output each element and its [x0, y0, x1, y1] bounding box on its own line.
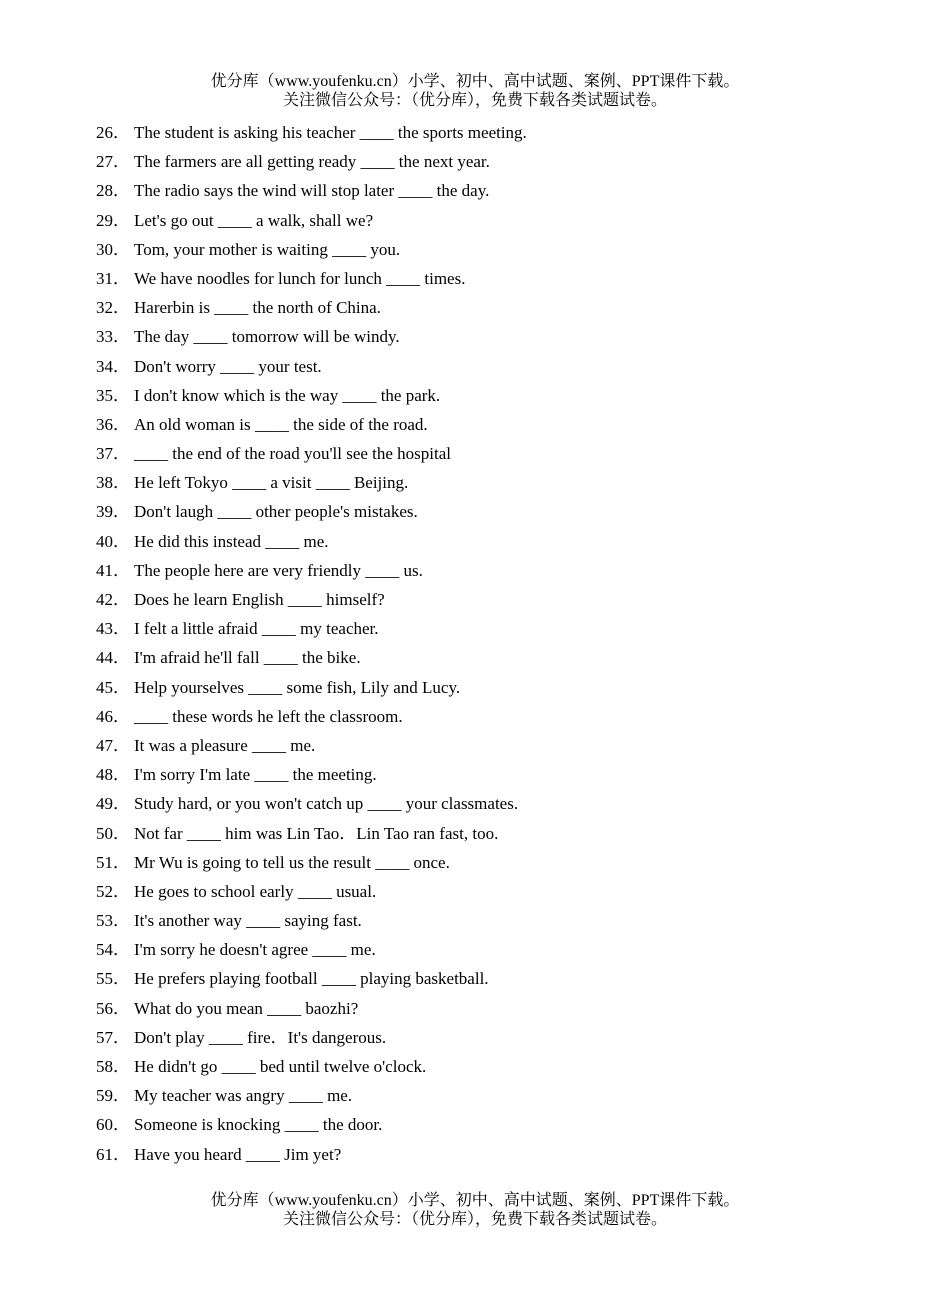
question-number: 32． — [96, 298, 130, 318]
question-text: An old woman is ____ the side of the road. — [134, 414, 428, 434]
question-item — [96, 118, 896, 147]
question-number: 61． — [96, 1144, 130, 1164]
question-number: 37． — [96, 444, 130, 464]
question-number: 35． — [96, 385, 130, 405]
question-text: I felt a little afraid ____ my teacher. — [134, 619, 379, 639]
question-text: The farmers are all getting ready ____ the next year. — [134, 152, 490, 172]
question-text: Mr Wu is going to tell us the result ____ once. — [134, 852, 450, 872]
question-item — [96, 731, 896, 760]
question-text: Study hard, or you won't catch up ____ your classmates. — [134, 794, 519, 814]
question-text: Does he learn English ____ himself? — [134, 590, 385, 609]
question-item — [96, 906, 896, 935]
question-item — [96, 994, 896, 1023]
question-item — [96, 176, 896, 205]
question-text: It was a pleasure ____ me. — [134, 735, 316, 755]
question-text: Let's go out ____ a walk, shall we? — [134, 210, 374, 230]
question-number: 58． — [96, 1057, 130, 1076]
question-number: 44． — [96, 648, 130, 668]
question-text: The people here are very friendly ____ us. — [134, 560, 423, 580]
question-number: 59． — [96, 1086, 130, 1106]
question-item — [96, 673, 896, 702]
question-item — [96, 497, 896, 526]
question-item — [96, 614, 896, 643]
question-text: The radio says the wind will stop later ____ the day. — [134, 181, 490, 201]
question-number: 27． — [96, 152, 130, 172]
question-number: 28． — [96, 181, 130, 201]
header-line-1: 优分库（www.youfenku.cn）小学、初中、高中试题、案例、PPT课件下载。 — [210, 73, 740, 90]
question-text: What do you mean ____ baozhi? — [134, 998, 359, 1018]
question-text: Don't laugh ____ other people's mistakes. — [134, 502, 418, 522]
question-item — [96, 556, 896, 585]
question-number: 46． — [96, 706, 130, 726]
question-item — [96, 1140, 896, 1169]
question-number: 26． — [96, 123, 130, 142]
question-number: 56． — [96, 998, 130, 1018]
footer-line-1: 优分库（www.youfenku.cn）小学、初中、高中试题、案例、PPT课件下载。 — [210, 1192, 740, 1209]
question-item — [96, 848, 896, 877]
question-item — [96, 352, 896, 381]
question-number: 30． — [96, 239, 130, 259]
question-text: ____ these words he left the classroom. — [134, 706, 403, 726]
question-number: 52． — [96, 881, 130, 901]
question-text: He did this instead ____ me. — [134, 531, 329, 551]
question-item — [96, 1052, 896, 1081]
question-number: 60． — [96, 1115, 130, 1135]
question-item — [96, 468, 896, 497]
question-number: 41． — [96, 560, 130, 580]
question-item — [96, 643, 896, 672]
question-text: I'm afraid he'll fall ____ the bike. — [134, 648, 361, 668]
question-number: 53． — [96, 911, 130, 931]
question-number: 47． — [96, 735, 130, 755]
question-number: 51． — [96, 852, 130, 872]
question-text: It's another way ____ saying fast. — [134, 911, 362, 931]
question-text: He prefers playing football ____ playing basketball. — [134, 969, 489, 989]
question-text: Have you heard ____ Jim yet? — [134, 1144, 342, 1164]
question-item — [96, 1023, 896, 1052]
question-number: 43． — [96, 619, 130, 639]
question-text: Help yourselves ____ some fish, Lily and Lucy. — [134, 677, 461, 697]
question-text: Harerbin is ____ the north of China. — [134, 298, 381, 318]
question-item — [96, 935, 896, 964]
question-item — [96, 410, 896, 439]
question-number: 36． — [96, 414, 130, 434]
question-text: Don't play ____ fire．It's dangerous. — [134, 1027, 387, 1047]
page-footer — [0, 1191, 950, 1229]
question-number: 55． — [96, 969, 130, 989]
question-text: The day ____ tomorrow will be windy. — [134, 327, 400, 347]
question-number: 57． — [96, 1027, 130, 1047]
question-item — [96, 439, 896, 468]
question-number: 45． — [96, 677, 130, 697]
question-number: 31． — [96, 268, 130, 288]
question-number: 54． — [96, 940, 130, 960]
question-number: 29． — [96, 210, 130, 230]
question-text: Don't worry ____ your test. — [134, 356, 322, 376]
question-item — [96, 877, 896, 906]
question-text: My teacher was angry ____ me. — [134, 1086, 353, 1106]
header-line-2: 关注微信公众号：（优分库），免费下载各类试题试卷。 — [282, 92, 667, 109]
question-item — [96, 527, 896, 556]
question-text: I'm sorry I'm late ____ the meeting. — [134, 765, 377, 785]
question-text: He left Tokyo ____ a visit ____ Beijing. — [134, 473, 409, 493]
question-number: 33． — [96, 327, 130, 347]
question-number: 38． — [96, 473, 130, 493]
question-item — [96, 789, 896, 818]
question-text: Not far ____ him was Lin Tao．Lin Tao ran fast, too. — [134, 823, 499, 843]
question-number: 49． — [96, 794, 130, 814]
question-text: Someone is knocking ____ the door. — [134, 1115, 383, 1135]
question-text: I don't know which is the way ____ the park. — [134, 385, 441, 405]
question-text: He didn't go ____ bed until twelve o'clock. — [134, 1057, 427, 1076]
question-number: 48． — [96, 765, 130, 785]
question-item — [96, 1110, 896, 1139]
question-number: 34． — [96, 356, 130, 376]
question-item — [96, 293, 896, 322]
question-text: The student is asking his teacher ____ the sports meeting. — [134, 123, 527, 142]
question-text: Tom, your mother is waiting ____ you. — [134, 239, 401, 259]
question-text: We have noodles for lunch for lunch ____ times. — [134, 268, 466, 288]
question-number: 40． — [96, 531, 130, 551]
question-item — [96, 585, 896, 614]
question-number: 50． — [96, 823, 130, 843]
question-item — [96, 381, 896, 410]
question-number: 39． — [96, 502, 130, 522]
question-item — [96, 322, 896, 351]
question-item — [96, 147, 896, 176]
question-text: I'm sorry he doesn't agree ____ me. — [134, 940, 376, 960]
question-item — [96, 760, 896, 789]
page-header — [0, 72, 950, 110]
question-text: He goes to school early ____ usual. — [134, 881, 377, 901]
question-list — [96, 118, 896, 1169]
footer-line-2: 关注微信公众号：（优分库），免费下载各类试题试卷。 — [282, 1211, 667, 1228]
question-text: ____ the end of the road you'll see the hospital — [134, 444, 452, 464]
question-item — [96, 235, 896, 264]
question-item — [96, 206, 896, 235]
question-item — [96, 1081, 896, 1110]
question-number: 42． — [96, 590, 130, 609]
question-item — [96, 964, 896, 993]
question-item — [96, 264, 896, 293]
question-item — [96, 819, 896, 848]
question-item — [96, 702, 896, 731]
